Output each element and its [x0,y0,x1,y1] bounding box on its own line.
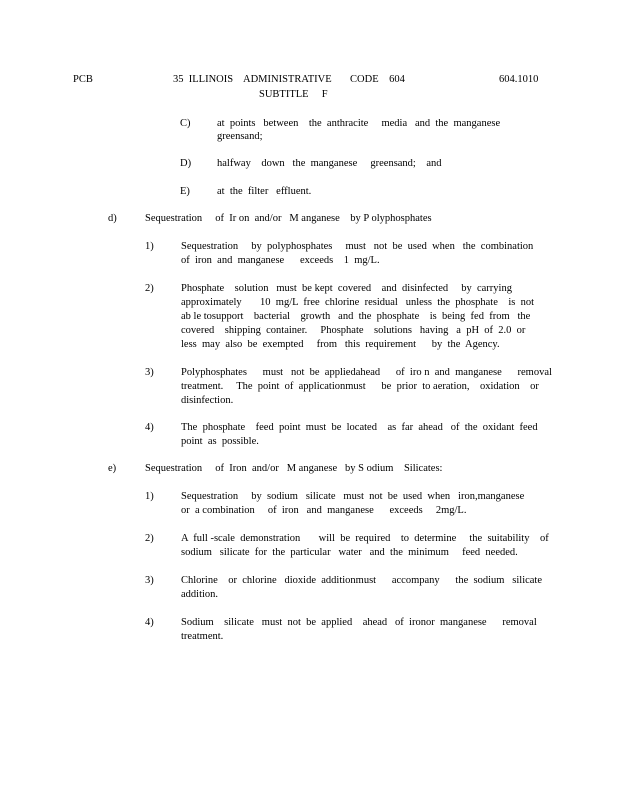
section-e-heading: Sequestration of Iron and/or M anganese by S odium Silicates: [145,463,443,474]
section-d-item-3-line3: disinfection. [181,395,234,406]
item-label-d: D) [180,158,192,169]
item-e-line1: at the filter effluent. [217,186,312,197]
section-d-item-2-label: 2) [145,283,154,294]
item-d-line1: halfway down the manganese greensand; and [217,158,442,169]
item-label-e: E) [180,186,190,197]
section-e-item-2-line1: A full -scale demonstration will be required to determine the suitability of [181,533,549,544]
section-e-item-3-line1: Chlorine or chlorine dioxide additionmust accompany the sodium silicate [181,575,543,586]
section-d-item-2-line5: less may also be exempted from this requirement by the Agency. [181,339,500,350]
section-e-item-2-label: 2) [145,533,154,544]
section-e-label: e) [108,463,117,474]
section-d-item-4-line1: The phosphate feed point must be located as far ahead of the oxidant feed [181,422,538,433]
item-label-c: C) [180,118,191,129]
section-d-item-4-line2: point as possible. [181,436,259,447]
section-d-item-3-line1: Polyphosphates must not be appliedahead of iro n and manganese removal [181,367,552,378]
header-section-number: 604.1010 [499,74,539,85]
header-left: PCB [73,74,93,85]
section-d-item-2-line3: ab le tosupport bacterial growth and the phosphate is being fed from the [181,311,531,322]
section-e-item-1-line1: Sequestration by sodium silicate must not be used when iron,manganese [181,491,525,502]
section-d-item-2-line1: Phosphate solution must be kept covered and disinfected by carrying [181,283,512,294]
section-d-heading: Sequestration of Ir on and/or M anganese by P olyphosphates [145,213,432,224]
section-d-item-4-label: 4) [145,422,154,433]
section-e-item-3-line2: addition. [181,589,219,600]
section-e-item-1-label: 1) [145,491,154,502]
section-e-item-3-label: 3) [145,575,154,586]
section-d-item-1-line2: of iron and manganese exceeds 1 mg/L. [181,255,380,266]
item-c-line2: greensand; [217,131,263,142]
section-d-label: d) [108,213,117,224]
section-d-item-3-label: 3) [145,367,154,378]
section-d-item-1-line1: Sequestration by polyphosphates must not be used when the combination [181,241,534,252]
section-e-item-4-label: 4) [145,617,154,628]
section-e-item-4-line1: Sodium silicate must not be applied ahead of ironor manganese removal [181,617,537,628]
section-d-item-1-label: 1) [145,241,154,252]
section-e-item-4-line2: treatment. [181,631,224,642]
section-d-item-2-line4: covered shipping container. Phosphate solutions having a pH of 2.0 or [181,325,526,336]
header-title: 35 ILLINOIS ADMINISTRATIVE CODE 604 [173,74,405,85]
section-d-item-3-line2: treatment. The point of applicationmust be prior to aeration, oxidation or [181,381,539,392]
section-d-item-2-line2: approximately 10 mg/L free chlorine residual unless the phosphate is not [181,297,535,308]
header-subtitle: SUBTITLE F [259,89,328,100]
section-e-item-1-line2: or a combination of iron and manganese exceeds 2mg/L. [181,505,467,516]
section-e-item-2-line2: sodium silicate for the particular water and the minimum feed needed. [181,547,518,558]
item-c-line1: at points between the anthracite media and the manganese [217,118,501,129]
